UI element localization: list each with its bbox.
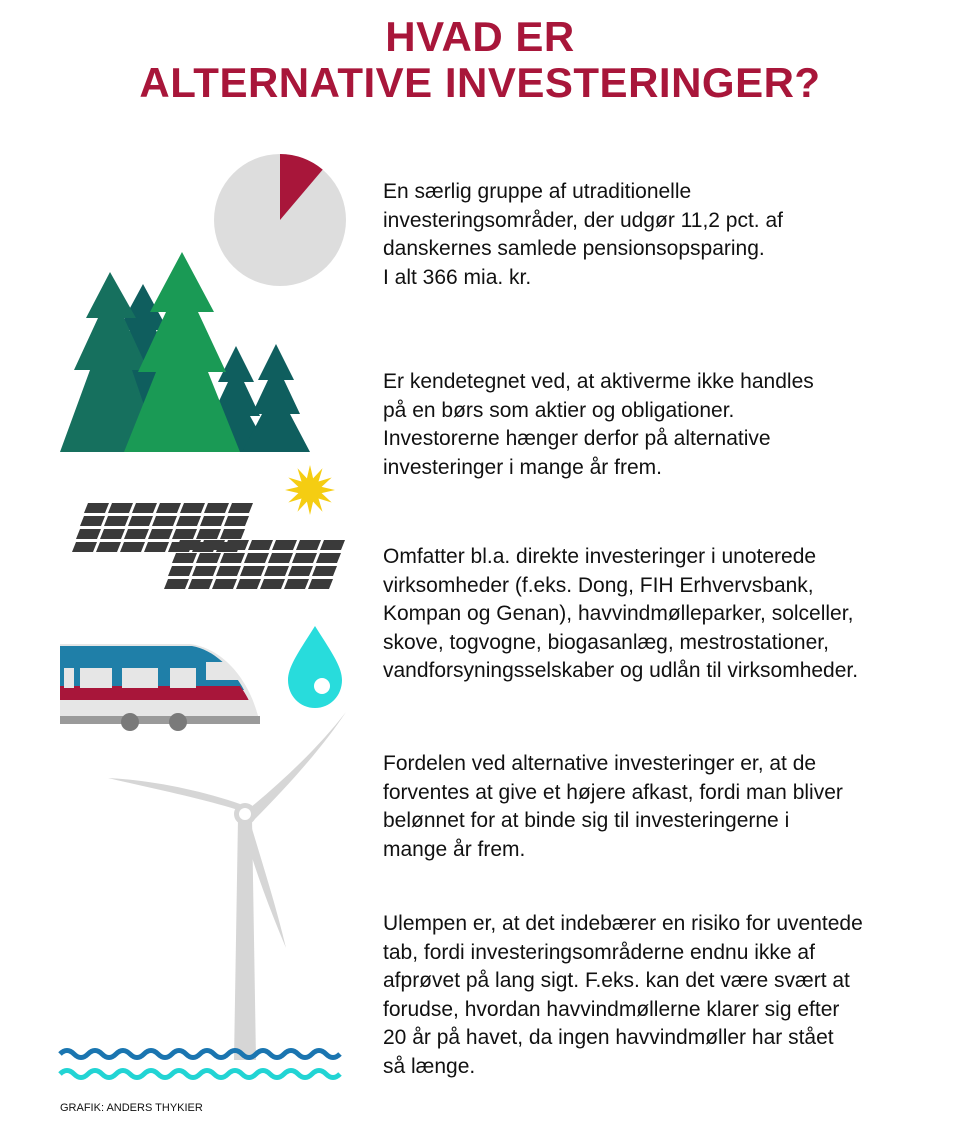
- paragraph-line: danskernes samlede pensionsopsparing.: [383, 237, 765, 260]
- solar-cell: [236, 579, 261, 589]
- solar-cell: [292, 553, 317, 563]
- paragraph-line: Omfatter bl.a. direkte investeringer i unoterede: [383, 545, 817, 568]
- solar-cell: [212, 579, 237, 589]
- solar-cell: [220, 529, 245, 539]
- solar-cell: [264, 566, 289, 576]
- solar-cell: [216, 566, 241, 576]
- paragraph-line: så længe.: [383, 1054, 476, 1078]
- solar-cell: [96, 542, 121, 552]
- solar-cell: [176, 516, 201, 526]
- solar-panel-front: [164, 540, 345, 589]
- paragraph-line: virksomheder (f.eks. Dong, FIH Erhvervsbank,: [383, 573, 814, 597]
- solar-cell: [296, 540, 321, 550]
- paragraph-line: investeringer i mange år frem.: [383, 455, 662, 479]
- paragraph-line: Investorerne hænger derfor på alternative: [383, 427, 771, 450]
- paragraph-line: I alt 366 mia. kr.: [383, 265, 532, 289]
- water-drop-icon: [288, 626, 342, 708]
- solar-cell: [272, 540, 297, 550]
- paragraph-line: Ulempen er, at det indebærer en risiko for uventede: [383, 912, 863, 935]
- solar-cell: [172, 553, 197, 563]
- solar-cell: [164, 579, 189, 589]
- paragraph-line: 20 år på havet, da ingen havvindmøller har stået: [383, 1026, 834, 1049]
- solar-cell: [176, 540, 201, 550]
- solar-cell: [152, 516, 177, 526]
- wind-turbine-icon: [108, 712, 346, 1060]
- solar-cell: [200, 516, 225, 526]
- solar-cell: [132, 503, 157, 513]
- solar-cell: [80, 516, 105, 526]
- solar-cell: [108, 503, 133, 513]
- solar-cell: [180, 503, 205, 513]
- paragraph-line: tab, fordi investeringsområderne endnu ikke af: [383, 940, 815, 964]
- solar-cell: [240, 566, 265, 576]
- solar-cell: [268, 553, 293, 563]
- solar-cell: [308, 579, 333, 589]
- solar-cell: [224, 540, 249, 550]
- solar-cell: [244, 553, 269, 563]
- solar-cell: [260, 579, 285, 589]
- solar-cell: [72, 542, 97, 552]
- paragraph-line: investeringsområder, der udgør 11,2 pct. af: [383, 208, 783, 232]
- paragraph-advantage: [383, 750, 943, 864]
- solar-cell: [124, 529, 149, 539]
- solar-panel-back: [72, 503, 253, 552]
- train-icon: [60, 644, 260, 731]
- paragraph-line: Kompan og Genan), havvindmølleparker, solceller,: [383, 602, 854, 625]
- paragraph-line: Fordelen ved alternative investeringer er, at de: [383, 752, 817, 775]
- solar-cell: [148, 529, 173, 539]
- solar-cell: [100, 529, 125, 539]
- solar-cell: [120, 542, 145, 552]
- waves-icon: [60, 1051, 340, 1078]
- pie-chart-icon: [214, 154, 346, 286]
- solar-cell: [284, 579, 309, 589]
- solar-cell: [196, 529, 221, 539]
- solar-panels-icon: [72, 503, 345, 589]
- paragraph-line: belønnet for at binde sig til investeringerne i: [383, 809, 790, 832]
- paragraph-line: forventes at give et højere afkast, fordi man bliver: [383, 780, 843, 804]
- solar-cell: [84, 503, 109, 513]
- paragraph-characteristics: [383, 368, 943, 482]
- solar-cell: [200, 540, 225, 550]
- paragraph-line: forudse, hvordan havvindmøllerne klarer sig efter: [383, 997, 840, 1021]
- solar-cell: [156, 503, 181, 513]
- paragraph-line: vandforsyningsselskaber og udlån til virksomheder.: [383, 659, 859, 682]
- graphic-credit: GRAFIK: ANDERS THYKIER: [60, 1102, 203, 1114]
- paragraph-line: på en børs som aktier og obligationer.: [383, 398, 735, 422]
- solar-cell: [320, 540, 345, 550]
- sun-icon: [285, 465, 335, 515]
- paragraph-line: mange år frem.: [383, 837, 526, 861]
- paragraph-line: afprøvet på lang sigt. F.eks. kan det være svært at: [383, 969, 850, 992]
- solar-cell: [312, 566, 337, 576]
- solar-cell: [168, 566, 193, 576]
- solar-cell: [128, 516, 153, 526]
- title-line-1: HVAD ER: [385, 13, 575, 60]
- solar-cell: [188, 579, 213, 589]
- solar-cell: [172, 529, 197, 539]
- solar-cell: [196, 553, 221, 563]
- solar-cell: [192, 566, 217, 576]
- solar-cell: [76, 529, 101, 539]
- solar-cell: [316, 553, 341, 563]
- solar-cell: [228, 503, 253, 513]
- solar-cell: [220, 553, 245, 563]
- paragraph-examples: [383, 543, 943, 686]
- paragraph-share: [383, 178, 943, 292]
- solar-cell: [144, 542, 169, 552]
- paragraph-line: skove, togvogne, biogasanlæg, mestrostationer,: [383, 630, 829, 654]
- solar-cell: [104, 516, 129, 526]
- solar-cell: [204, 503, 229, 513]
- solar-cell: [248, 540, 273, 550]
- paragraph-line: Er kendetegnet ved, at aktiverme ikke handles: [383, 370, 814, 393]
- paragraph-line: En særlig gruppe af utraditionelle: [383, 180, 692, 203]
- solar-cell: [224, 516, 249, 526]
- solar-cell: [288, 566, 313, 576]
- title-line-2: ALTERNATIVE INVESTERINGER?: [139, 59, 821, 106]
- paragraph-disadvantage: [383, 910, 943, 1081]
